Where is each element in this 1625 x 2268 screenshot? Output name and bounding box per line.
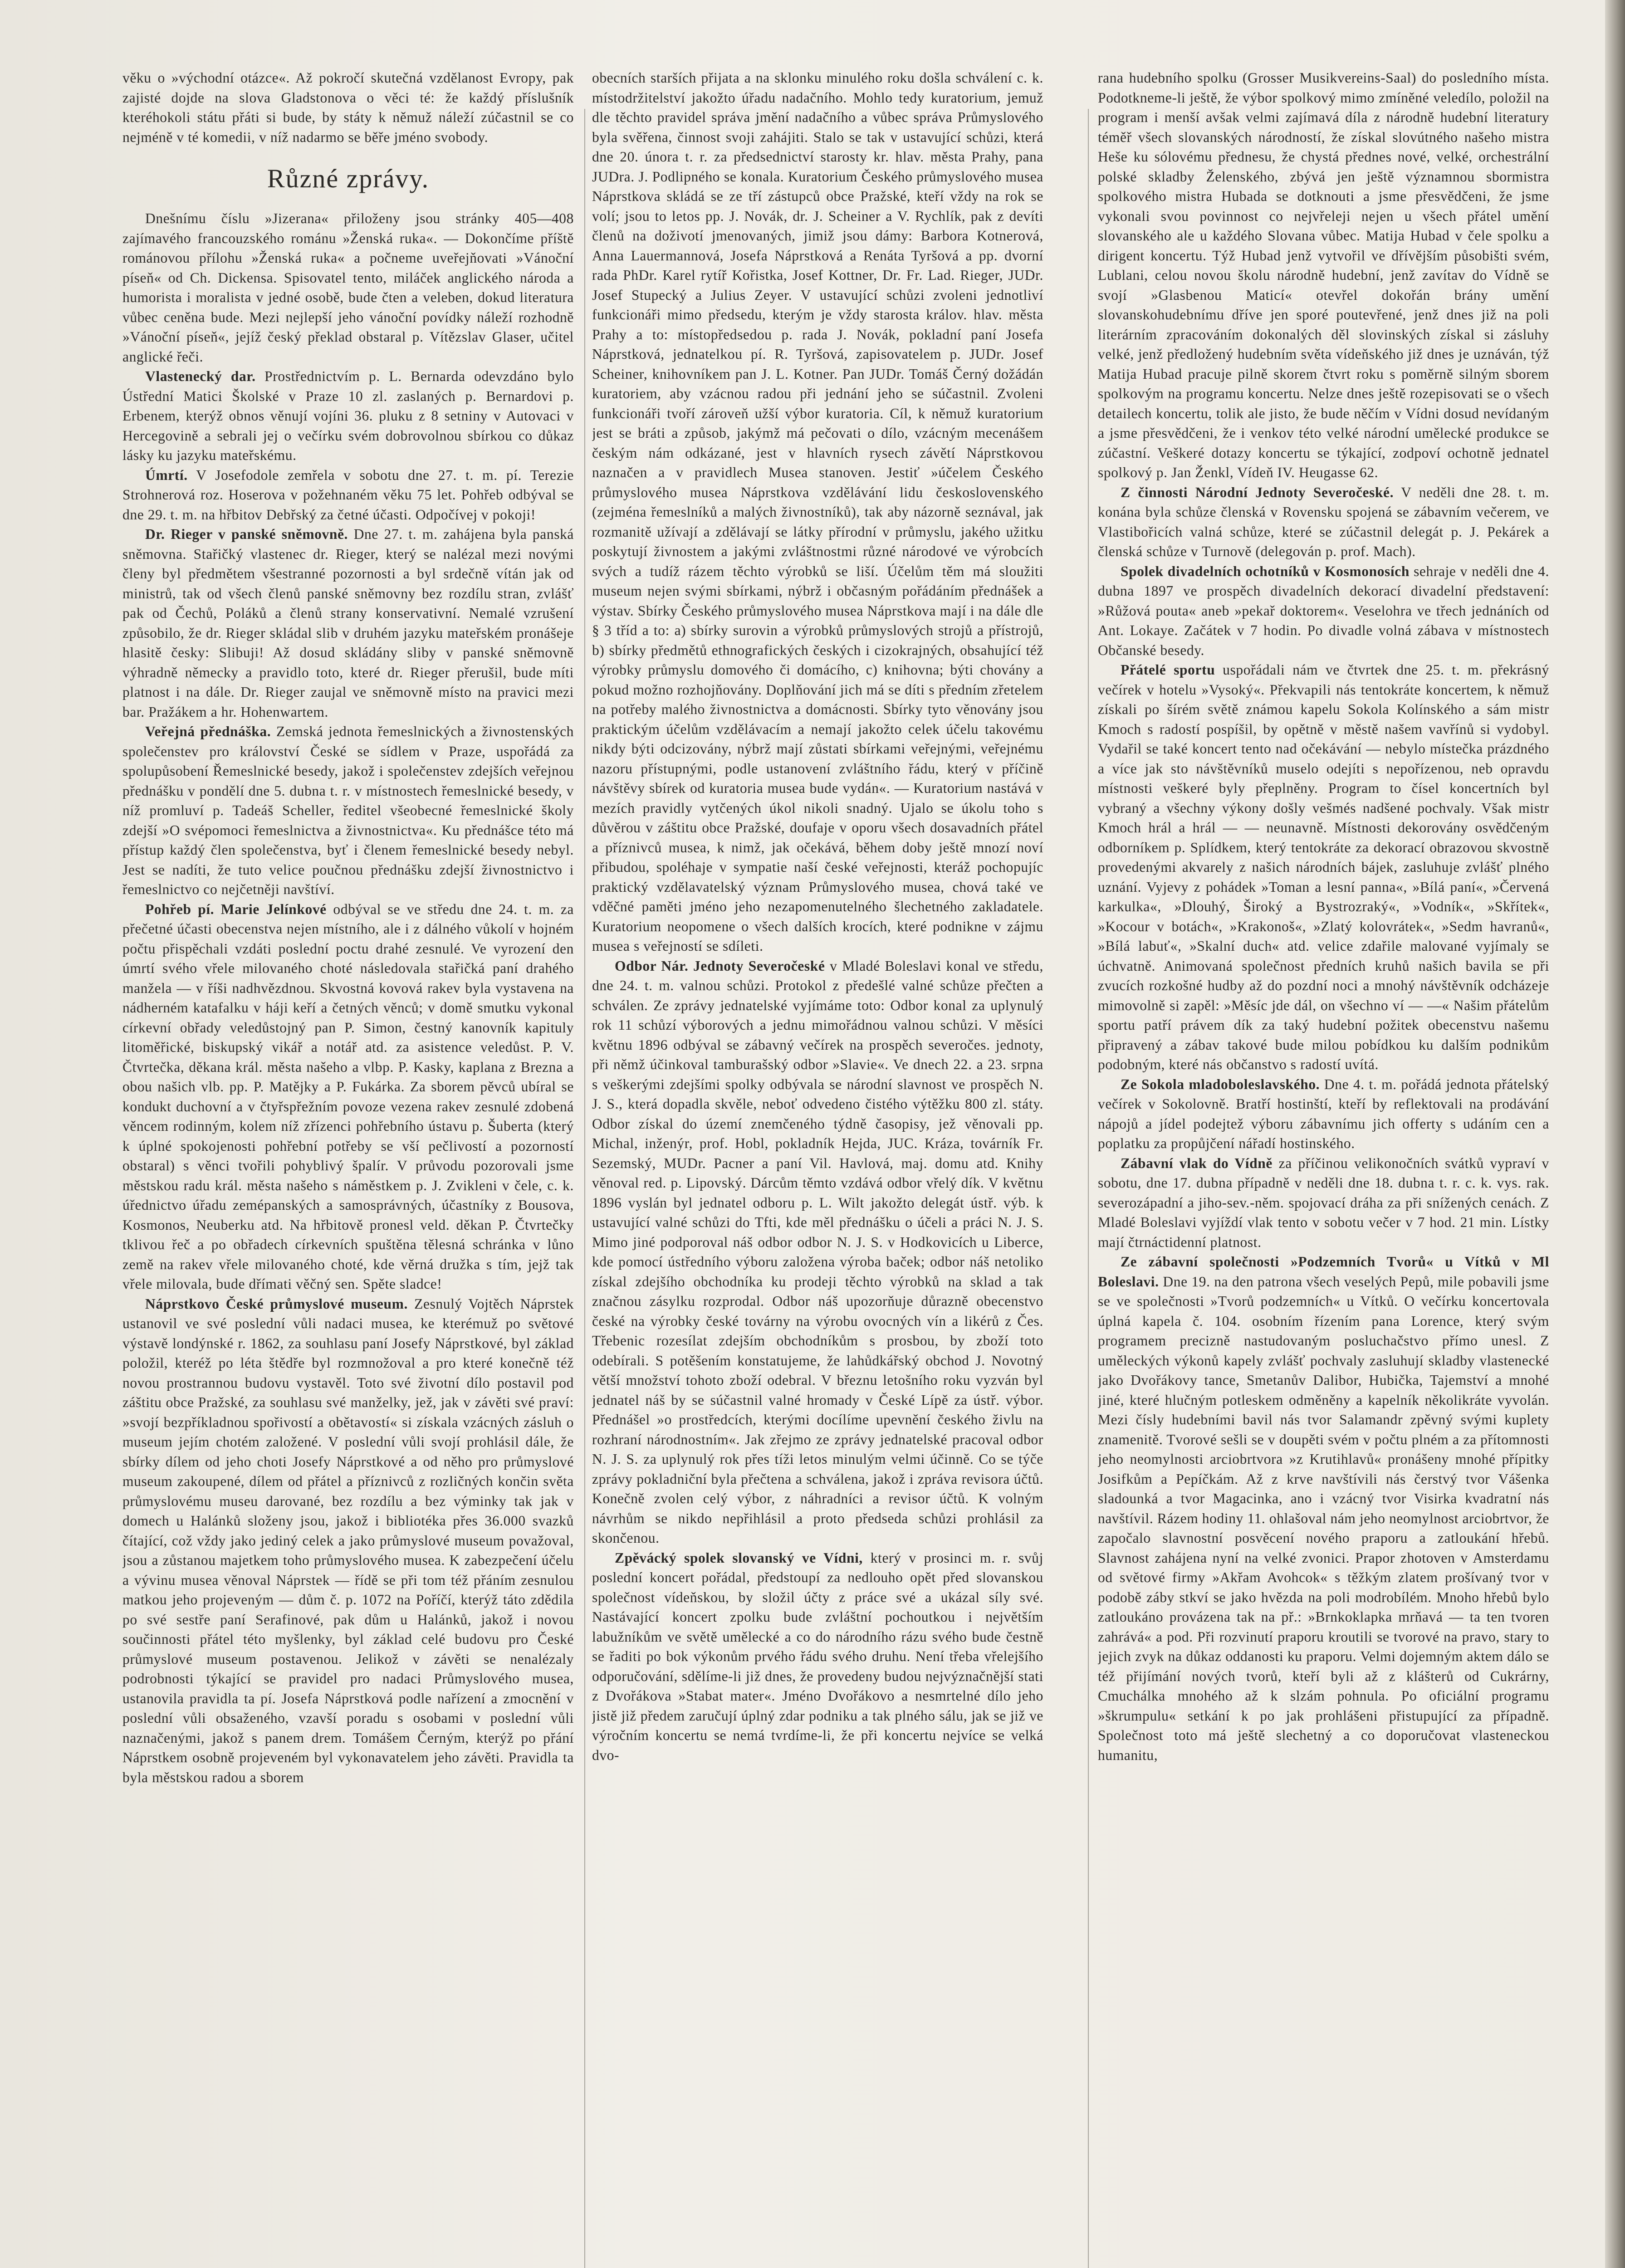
news-item-headline: Přátelé sportu: [1121, 662, 1215, 678]
news-item-body: V neděli dne 28. t. m. konána byla schůze členská v Rovensku spojená se zábavním večerem, ve Vlastibořicích valná schůze, které se zúčastnil delegát p. J. Pekárek a členská schůze v Turnově (delegován p. prof. Mach).: [1098, 484, 1549, 559]
article-column-3: [1098, 68, 1549, 2268]
news-item-body: Dne 19. na den patrona všech veselých Pepů, mile pobavili jsme se ve společnosti »Tvorů podzemních« u Vítků. O večírku koncertovala úplná kapela č. 104. osobním řízením pana Lorence, který svým programem precizně nastudovaným posluchačstvo přímo unesl. Z uměleckých výkonů kapely zvlášť pochvaly zasluhují skladby vlastenecké jako Dvořákovy tance, Smetanův Dalibor, Hubička, Tajemství a mnohé jiné, které hlučným potleskem odměněny a kapelník několikráte vyvolán. Mezi čísly hudebními bavil nás tvor Salamandr zpěvný svými kuplety znamenitě. Tvorové sešli se v doupěti svém v počtu plném a za přítomnosti jeho neomylnosti arciobrtvora »z Krutihlavů« pronášeny mnohé přípitky Josifkům a Pepíčkám. Až z krve navštívili nás čerstvý tvor Vášenka sladounká a tvor Magacinka, ano i vzácný tvor Visirka kvadratní nás navštívil. Rázem hodiny 11. ohlašoval nám jeho neomylnost arciobrtvor, že započalo slavnostní posvěcení nového praporu a zatloukání hřebů. Slavnost zahájena nyní na velké zvonici. Prapor zhotoven v Amsterdamu od světové firmy »Akřam Avohcok« s těžkým zlatem prošívaný tvor v podobě záby stkví se jako hvězda na poli modrobílém. Mnoho hřebů bylo zatloukáno provázena tak na př.: »Brnkoklapka mrňavá — ta ten tvoren zahrává« a pod. Při rozvinutí praporu kroutili se tvorové na pravo, stary to jejich zvyk na důkaz oddanosti ku praporu. Velmi dojemným aktem dálo se též přijímání nových tvorů, kteří byli až z klášterů od Cukrárny, Cmuchálka mnohého až k slzám pohnula. Po oficiální programu »škrumpulu« setkání k po jak prohlášeni přistupující za případně. Společnost toto má ještě slechetný a co doporučovat vlasteneckou humanitu,: [1098, 1273, 1549, 1763]
news-item-body: v Mladé Boleslavi konal ve středu, dne 24. t. m. valnou schůzi. Protokol z předešlé valné schůze přečten a schválen. Ze zprávy jednatelské vyjímáme toto: Odbor konal za uplynulý rok 11 schůzí výborových a jednu mimořádnou valnou schůzi. V měsíci květnu 1896 odbýval se zábavný večírek na prospěch severočes. jednoty, při němž účinkoval tamburašský odbor »Slavie«. Ve dnech 22. a 23. srpna s veškerými zdejšími spolky odbývala se národní slavnost ve prospěch N. J. S., která dopadla skvěle, neboť odvedeno čistého výtěžku 800 zl. státy. Odbor získal do území znemčeného týdně časopisy, jež věnovali pp. Michal, inženýr, prof. Hobl, pokladník Hejda, JUC. Kráza, továrník Fr. Sezemský, MUDr. Pacner a paní Vil. Havlová, maj. domu atd. Knihy věnoval red. p. Lipovský. Dárcům těmto vzdává odbor vřelý dík. V květnu 1896 vyslán byl jednatel odboru p. L. Wilt jakožto delegát ústř. výb. k ustavující valné schůzi do Tfti, kde měl přednášku o účeli a práci N. J. S. Mimo jiné podporoval náš odbor odbor N. J. S. v Hodkovicích u Liberce, kde pomocí ústředního výboru založena výroba baček; odbor náš netoliko získal zdejšího obchodníka ku prodeji těchto výrobků na sklad a tak značnou zásylku rozprodal. Odbor náš upozorňuje důrazně obecenstvo české na výrobky české továrny na výrobu ovocných vín a likérů z Čes. Třebenic rozesílat zdejším obchodníkům s prosbou, by zboží toto odebírali. S potěšením konstatujeme, že lahůdkářský obchod J. Novotný větší množství tohoto zboží odebral. V březnu letošního roku vyzván byl jednatel náš by se súčastnil valné hromady v České Lípě za ústř. výbor. Přednášel »o prostředcích, kterými docílíme upevnění českého živlu na rozhraní národnostním«. Jak zřejmo ze zprávy jednatelské pracoval odbor N. J. S. za uplynulý rok přes tíži letos minulým velmi účinně. Co se týče zprávy pokladniční byla přečtena a schválena, jakož i zpráva revisora účtů. Konečně zvolen celý výbor, z náhradníci a revisor účtů. K volným návrhům se nikdo nepřihlásil a proto předseda schůzi prohlásil za skončenou.: [592, 958, 1043, 1546]
news-item-body: obecních starších přijata a na sklonku minulého roku došla schválení c. k. místodržitelství jakožto úřadu nadačního. Mohlo tedy kuratorium, jemuž dle těchto pravidel správa jmění nadačního a vůbec správa Průmyslového byla svěřena, činnost svoji zahájiti. Stalo se tak v ustavující schůzi, která dne 20. února t. r. za předsednictví starosty kr. hlav. města Prahy, pana JUDra. J. Podlipného se konala. Kuratorium Českého průmyslového musea Náprstkova skládá se ze tří zástupců obce Pražské, kteří vždy na rok se volí; jsou to letos pp. J. Novák, dr. J. Scheiner a V. Rychlík, pak z devíti členů na doživotí jmenovaných, jimiž jsou dámy: Barbora Kotnerová, Anna Lauermannová, Josefa Náprstková a Renáta Tyršová a pp. dvorní rada PhDr. Karel rytíř Kořistka, Josef Kottner, Dr. Fr. Lad. Rieger, JUDr. Josef Stupecký a Julius Zeyer. V ustavující schůzi zvoleni jednotliví funkcionáři mimo předsedu, kterým je vždy starosta králov. hlav. města Prahy a to: místopředsedou p. rada J. Novák, pokladní paní Josefa Náprstková, jednatelkou pí. R. Tyršová, zapisovatelem p. JUDr. Josef Scheiner, knihovníkem pan J. L. Kotner. Pan JUDr. Tomáš Černý dožádán kuratoriem, aby vzácnou radou při jednání jeho se súčastnil. Zvoleni funkcionáři tvoří zároveň užší výbor kuratoria. Cíl, k němuž kuratorium jest se bráti a způsob, jakýmž má pečovati o dílo, vzácným mecenášem českým nám odkázané, jest v hlavních rysech závětí Náprstkovou naznačen a v pravidlech Musea stanoven. Jestiť »účelem Českého průmyslového musea Náprstkova vzdělávání lidu československého (zejména řemeslníků a malých živnostníků), tak aby názorně seznával, jak rozmanitě užívají a zdělávají se látky přírodní v průmyslu, jakého užitku poskytují živnostem a jakými zvláštnostmi různé národové ve výrobcích svých a tudíž rázem těchto výrobků se liší. Účelům těm má sloužiti museum nejen svými sbírkami, nýbrž i občasným pořádáním přednášek a výstav. Sbírky Českého průmyslového musea Náprstkova mají i na dále dle § 3 tříd a to: a) sbírky surovin a výrobků průmyslových strojů a přístrojů, b) sbírky předmětů ethnografických českých i cizokrajných, obsahující též výrobky průmyslu domového či domácího, c) knihovna; býti chovány a pokud možno rozhojňovány. Doplňování jich má se díti s předním zřetelem na potřeby malého živnostnictva a domácnosti. Sbírky tyto věnovány jsou praktickým účelům vzdělávacím a nemají jakožto celek účelu takovému nikdy býti odcizovány, nýbrž mají zůstati sbírkami veřejnými, veřejnému nazoru přístupnými, podle ustanovení zvláštního řádu, který v příčině návštěvy sbírek od kuratoria musea bude vydán«. — Kuratorium nastává v mezích pravidly vytčených úkol nikoli snadný. Ujalo se úkolu toho s důvěrou v záštitu obce Pražské, doufaje v oporu všech dosavadních přátel a příznivců musea, k nimž, jak očekává, během doby ještě mnozí noví přibudou, spoléhaje v sympatie naší české veřejnosti, kteráž pochopujíc praktický vzdělavatelský význam Průmyslového musea, chová také ve vděčné paměti jméno jeho nezapomenutelného šlechetného zakladatele. Kuratorium neopomene o všech dalších krocích, které podnikne v zájmu musea s veřejností se sdíleti.: [592, 70, 1043, 954]
news-item-body: V Josefodole zemřela v sobotu dne 27. t. m. pí. Terezie Strohnerová roz. Hoserova v požehnaném věku 75 let. Pohřeb odbýval se dne 29. t. m. na hřbitov Debřský za četné účasti. Odpočívej v pokoji!: [122, 467, 574, 523]
news-paragraph: [122, 524, 574, 722]
news-paragraph: [1098, 562, 1549, 660]
news-paragraph: [1098, 1252, 1549, 1765]
news-paragraph: [592, 956, 1043, 1548]
news-paragraph: [122, 1294, 574, 1788]
news-item-body: který v prosinci m. r. svůj poslední koncert pořádal, předstoupí za nedlouho opět před slovanskou společnost vídeňskou, by složil účty z práce své a ukázal síly své. Nastávající koncert zpolku bude zvláštní pochoutkou i největším labužníkům ve světě umělecké a co do národního rázu svého bude čestně se řaditi po bok výkonům prvého řádu svého druhu. Není třeba vřelejšího odporučování, sdělíme-li již dnes, že provedeny budou nejvýznačnější stati z Dvořákova »Stabat mater«. Jméno Dvořákovo a nesmrtelné dílo jeho jistě již předem zaručují úplný zdar podniku a tak plného sálu, jak se již ve výročním koncertu se nemá tvrdíme-li, že při koncertu nejvíce se velká dvo-: [592, 1549, 1043, 1763]
news-item-body: Dnešnímu číslu »Jizerana« přiloženy jsou stránky 405—408 zajímavého francouzského románu »Ženská ruka«. — Dokončíme příště románovou přílohu »Ženská ruka« a počneme uveřejňovati »Vánoční píseň« od Ch. Dickensa. Spisovatel tento, miláček anglického národa a humorista i moralista v jedné osobě, bude čten a veleben, dokud literatura vůbec ceněna bude. Mezi nejlepší jeho vánoční povídky náleží rozhodně »Vánoční píseň«, jejíž český překlad obstaral p. Vítězslav Glaser, učitel anglické řeči.: [122, 210, 574, 365]
article-column-1: [122, 68, 574, 2268]
news-paragraph: [122, 209, 574, 367]
news-paragraph: [122, 465, 574, 525]
news-paragraph: [592, 68, 1043, 956]
news-item-body: za příčinou velikonočních svátků vypraví v sobotu, dne 17. dubna případně v neděli dne 18. dubna t. r. c. k. vys. rak. severozápadní a jiho-sev.-něm. spojovací dráha za při snížených cenách. Z Mladé Boleslavi vyjíždí vlak tento v sobotu večer v 7 hod. 21 min. Lístky mají čtrnáctidenní platnost.: [1098, 1155, 1549, 1250]
column-divider: [584, 109, 585, 2268]
news-item-headline: Spolek divadelních ochotníků v Kosmonosích: [1121, 563, 1410, 579]
news-item-headline: Náprstkovo České průmyslové museum.: [145, 1295, 408, 1312]
news-item-body: rana hudebního spolku (Grosser Musikvereins-Saal) do posledního místa. Podotkneme-li ještě, že výbor spolkový mimo zmíněné veledílo, položil na program i menší avšak velmi zajímavá díla z národně hudební literatury téměř všech slovanských národností, že získal slovútného našeho mistra Heše ku sólovému přednesu, že chystá přednes nové, velké, orchestrální polské skladby Želenského, zbývá jen ještě významnou sbormistra spolkového mistra Hubada se dotknouti a jsme přesvědčeni, že jsme vykonali svou povinnost co nejvřeleji nejen u všech přátel umění slovanského ale u každého Slovana vůbec. Matija Hubad v čele spolku a dirigent koncertu. Týž Hubad jenž vytvořil ve dřívějším působišti svém, Lublani, celou novou školu národně hudební, jenž zavítav do Vídně se svojí »Glasbenou Maticí« otevřel dokořán brány umění slovanskohudebnímu dříve jen sporé poutevřené, jenž dnes již na poli literárním zpracováním dokonalých děl slovinských získal si zásluhy velké, jenž předložený hudebním světa vídeňského již dnes je uznáván, týž Matija Hubad pracuje pilně skorem čtvrt roku s poměrně silným sborem spolkovým na programu koncertu. Nelze dnes ještě rozepisovati se o všech detailech koncertu, tolik ale jisto, že bude něčím v Vídni dosud nevídaným a jsme přesvědčeni, že i venkov této velké národní umělecké produkce se zúčastní. Veškeré dotazy koncertu se týkající, zodpoví ochotně jednatel spolkový p. Jan Ženkl, Vídeň IV. Heugasse 62.: [1098, 70, 1549, 480]
news-item-headline: Ze zábavní společnosti »Podzemních Tvorů« u Vítků v Ml Boleslavi.: [1098, 1254, 1549, 1290]
news-paragraph: [122, 367, 574, 465]
news-item-headline: Odbor Nár. Jednoty Severočeské: [615, 958, 825, 974]
news-item-body: věku o »východní otázce«. Až pokročí skutečná vzdělanost Evropy, pak zajisté dojde na slova Gladstonova o věci té: že každý příslušník kteréhokoli státu přáti si bude, by státy k němuž náleží zúčastnil se co nejméně v té komedii, v níž nadarmo se běře jméno svobody.: [122, 70, 574, 145]
news-item-body: Zemská jednota řemeslnických a živnostenských společenstev pro království České se sídlem v Praze, uspořádá za spolupůsobení Řemeslnické besedy, jakož i společenstev zdejších veřejnou přednášku v pondělí dne 5. dubna t. r. v místnostech řemeslnické besedy, v níž promluví p. Tadeáš Scheller, ředitel všeobecné řemeslnické školy zdejší »O svépomoci řemeslnictva a živnostnictva«. Ku přednášce této má přístup každý člen společenstva, byť i členem řemeslnické besedy nebyl. Jest se nadíti, že tuto velice poučnou přednášku zdejší živnostnictvo i řemeslnictvo co nejčetněji navštíví.: [122, 723, 574, 897]
news-paragraph: [1098, 1154, 1549, 1252]
page-binding-edge: [1605, 0, 1625, 2268]
section-heading: Různé zprávy.: [267, 164, 430, 193]
news-item-body: Prostřednictvím p. L. Bernarda odevzdáno bylo Ústřední Matici Školské v Praze 10 zl. zaslaných p. Bernardovi p. Erbenem, kterýž obnos věnují vojíni 36. pluku z 8 setniny v Autovaci v Hercegovině a sebrali jej o večírku svém dobrovolnou sbírkou co důkaz lásky ku jazyku mateřskému.: [122, 368, 574, 463]
article-column-2: [592, 68, 1043, 2268]
news-item-body: Zesnulý Vojtěch Náprstek ustanovil ve své poslední vůli nadaci musea, ke kterémuž po světové výstavě londýnské r. 1862, za souhlasu paní Josefy Náprstkové, byl základ položil, kteréž po léta štědře byl rozmnožoval a pro které konečně též novou prostrannou budovu vystavěl. Toto své životní dílo postavil pod záštitu obce Pražské, za souhlasu své manželky, jež, jak v závěti své praví: »svojí bezpříkladnou spořivostí a obětavostí« si získala vzácných zásluh o museum jejím chotém založené. V poslední vůli svojí prohlásil dále, že sbírky dílem od jeho choti Josefy Náprstkové a od něho pro průmyslové museum zakoupené, dílem od přátel a příznivců z rozličných končin světa průmyslovému museu darované, bez rozdílu a bez výminky tak jak v domech u Halánků složeny jsou, jakož i bibliotéka přes 36.000 svazků čítající, což vždy jako jediný celek a jako průmyslové museum považoval, jsou a zůstanou majetkem toho průmyslového musea. K zabezpečení účelu a vývinu musea věnoval Náprstek — řídě se při tom též přáním zesnulou matkou jeho projeveným — dům č. p. 1072 na Poříčí, kterýž táto zdědila po své sestře paní Serafinové, pak dům u Halánků, jakož i novou součinnosti přátel této myšlenky, byl základ celé budovu pro České průmyslové museum postavenou. Jelikož v závěti se nenalézaly podrobnosti týkající se pravidel pro nadaci Průmyslového musea, ustanovila pravidla ta pí. Josefa Náprstková podle nařízení a zmocnění v poslední vůli obsaženého, vzavší poradu s osobami v poslední vůli naznačenými, jakož s panem drem. Tomášem Černým, kterýž po přání Náprstkem osobně projeveném byl vykonavatelem jeho závěti. Pravidla ta byla městskou radou a sborem: [122, 1295, 574, 1785]
column-1-top-text: [122, 68, 574, 147]
news-item-headline: Zpěvácký spolek slovanský ve Vídni,: [615, 1549, 863, 1566]
news-items: [122, 209, 574, 1787]
news-paragraph: [592, 1548, 1043, 1765]
news-item-body: Dne 4. t. m. pořádá jednota přátelský večírek v Sokolovně. Bratří hostinští, kteří by reflektovali na prodávání nápojů a jídel podejtež výboru zábavnímu jich offerty s udáním cen a poplatku za propůjčení nářadí hostinského.: [1098, 1076, 1549, 1151]
news-item-headline: Úmrtí.: [145, 467, 188, 483]
column-divider: [1088, 109, 1089, 2268]
news-item-headline: Zábavní vlak do Vídně: [1121, 1155, 1273, 1171]
news-item-body: uspořádali nám ve čtvrtek dne 25. t. m. překrásný večírek v hotelu »Vysoký«. Překvapili nás tentokráte koncertem, k němuž získali po šírém světě známou kapelu Sokola Kolínského a sám mistr Kmoch s radostí pospíšil, by opětně v městě našem vavřínů si vydobyl. Vydařil se také koncert tento nad očekávání — nebylo místečka prázdného a více jak sto návštěvníků muselo odejíti s nepořízenou, neb opravdu místnosti veškeré byly přeplněny. Program to čísel koncertních byl vybraný a všechny výkony došly vešmés nadšené pochvaly. Však mistr Kmoch hrál a hrál — — neunavně. Místnosti dekorovány osvědčeným odborníkem p. Splídkem, který tentokráte za dekorací obrazovou skvostně provedenými akvarely z našich národních bájek, zasluhuje zvlášť plného uznání. Vyjevy z pohádek »Toman a lesní panna«, »Bílá paní«, »Červená karkulka«, »Dlouhý, Široký a Bystrozraký«, »Vodník«, »Skřítek«, »Kocour v botách«, »Krakonoš«, »Zlatý kolovrátek«, »Sedm havranů«, »Bílá labuť«, »Skalní duch« atd. velice zdařile malované vyjímaly se úchvatně. Animovaná společnost předních kruhů našich bavila se při zvucích rozkošné hudby až do pozdní noci a mnohý návštěvník odcházeje mimovolně si zapěl: »Měsíc jde dál, on všechno ví — —« Našim přátelům sportu patří právem dík za taký hudební požitek obecenstvu našemu připravený a zábav takové bude milou pobídkou ku dalším podnikům podobným, které nás občanstvo s radostí uvítá.: [1098, 662, 1549, 1072]
news-paragraph: [1098, 660, 1549, 1075]
news-item-body: Dne 27. t. m. zahájena byla panská sněmovna. Stařičký vlastenec dr. Rieger, který se nalézal mezi novými členy byl předmětem všestranné pozornosti a byl srdečně vítán jak od ministrů, tak od všech členů panské sněmovny bez rozdílu stran, zvlášť pak od Čechů, Poláků a členů strany konservativní. Nemalé vzrušení způsobilo, že dr. Rieger skládal slib v druhém jazyku mateřském pronášeje hlasitě česky: Slibuji! Až dosud skládány sliby v panské sněmovně výhradně německy a pravidlo toto, které dr. Rieger přerušil, bude míti platnost i na dále. Dr. Rieger zaujal ve sněmovně místo na pravici mezi bar. Pražákem a hr. Hohenwartem.: [122, 526, 574, 720]
news-paragraph: [122, 68, 574, 147]
news-paragraph: [122, 722, 574, 899]
news-item-headline: Dr. Rieger v panské sněmovně.: [145, 526, 348, 542]
news-item-headline: Z činnosti Národní Jednoty Severočeské.: [1121, 484, 1394, 500]
news-item-body: sehraje v neděli dne 4. dubna 1897 ve prospěch divadelních dekorací divadelní představení: »Růžová pouta« aneb »pekař doktorem«. Veselohra ve třech jednáních od Ant. Lokaye. Začátek v 7 hodin. Po divadle volná zábava v místnostech Občanské besedy.: [1098, 563, 1549, 658]
news-paragraph: [1098, 483, 1549, 562]
news-paragraph: [1098, 1075, 1549, 1154]
news-item-headline: Veřejná přednáška.: [145, 723, 271, 739]
news-item-headline: Ze Sokola mladoboleslavského.: [1121, 1076, 1320, 1092]
news-paragraph: [122, 899, 574, 1294]
news-item-body: odbýval se ve středu dne 24. t. m. za přečetné účasti obecenstva nejen místního, ale i z dálného vůkolí v hojném počtu přispěchali vzdáti poslední poctu drahé zesnulé. Ve vyrození den úmrtí svého vřele milovaného choté následovala stařičká paní drahého manžela — v říši nadhvězdnou. Skvostná kovová rakev byla vystavena na nádherném katafalku v háji keří a četných věnců; v domě smutku vykonal církevní obřady veledůstojný pan P. Simon, čestný kanovník kapituly litoměřické, biskupský vikář a notář atd. za asistence veledůst. P. V. Čtvrtečka, děkana král. města našeho a vlbp. P. Kasky, kaplana z Brezna a obou našich vlb. pp. P. Matějky a P. Fukárka. Za sborem pěvců ubíral se kondukt duchovní a v čtyřspřežním povoze vezena rakev zesnulé zdobená věncem rodinným, kolem níž zřízenci pohřebního ústavu p. Šuberta (který k úplné spokojenosti pohřební potřeby se vší pečlivostí a pozorností obstaral) s věnci tvořili pohyblivý špalír. V průvodu pozorovali jsme městskou radu král. města našeho s náměstkem p. J. Zvikleni v čele, c. k. úřednictvo úřadu zemépanských a samosprávných, účastníky z Bousova, Kosmonos, Neuberku atd. Na hřbitově pronesl veld. děkan P. Čtvrtečky tklivou řeč a po obřadech církevních spuštěna tělesná schránka v lůno země na rakev vřele milovaného choté, kde věrná družka s tím, jejž tak vřele milovala, bude dřímati věčný sen. Spěte sladce!: [122, 901, 574, 1292]
news-item-headline: Pohřeb pí. Marie Jelínkové: [145, 901, 327, 917]
news-paragraph: [1098, 68, 1549, 483]
news-item-headline: Vlastenecký dar.: [145, 368, 256, 384]
